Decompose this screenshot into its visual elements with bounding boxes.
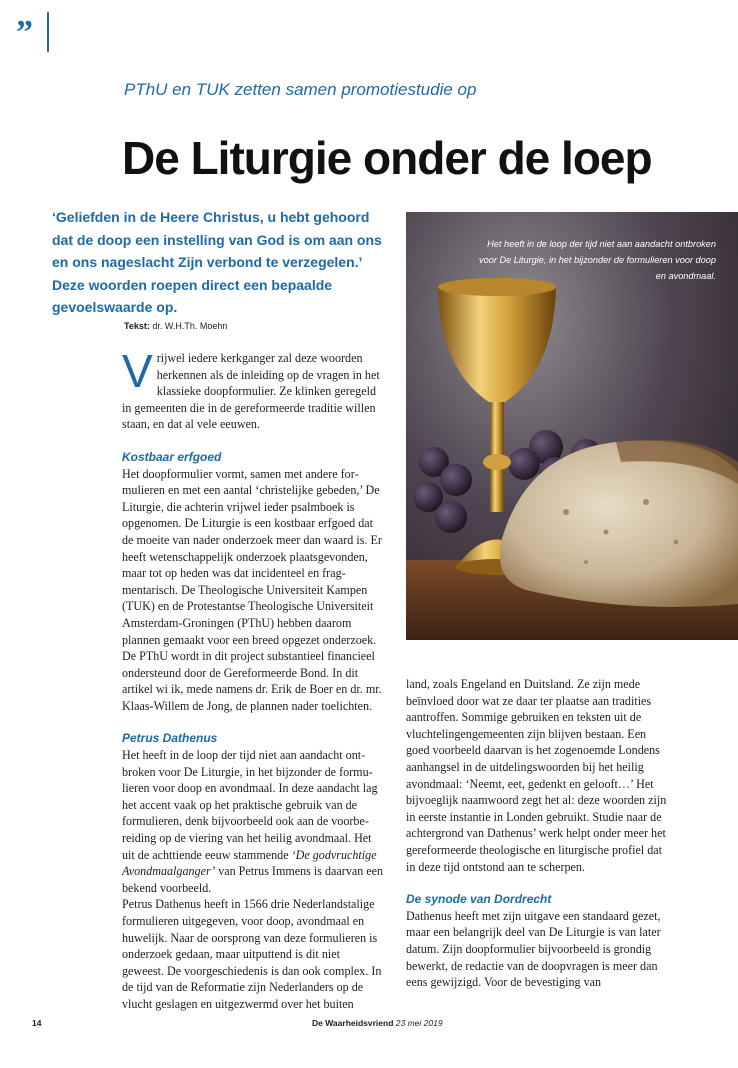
article-intro [52,206,382,319]
chalice-bread-photo [406,212,738,640]
paragraph-3-text-a: Het heeft in de loop der tijd niet aan aandacht ontbroken voor De Liturgie, in het bijzonder de formulieren voor doop en avondmaal. In deze aandacht lag het accent vaak op het praktische gebruik van de formulieren, denk bijvoorbeeld ook aan de voorbereiding op de viering van het heilig avondmaal. Het uit de achttiende eeuw stammende [122,748,378,862]
article-subtitle: PThU en TUK zetten samen promotiestudie op [124,80,477,99]
paragraph-5: land, zoals Engeland en Duitsland. Ze zijn mede beïnvloed door wat ze daar ter plaatse aan tradities aantroffen. Sommige gebruiken en teksten uit de vluchtelingengemeenten zijn blijven bestaan. Een goed voorbeeld daarvan is het zogenoemde Londens aanhangsel in de uitdelingswoorden bij het heilig avondmaal: ‘Neemt, eet, gedenkt en gelooft…’ Het bijvoeglijk naamwoord zegt het al: deze woorden zijn in eerste instantie in Londen gebruikt. Studie naar de achtergrond van Dathenus’ werk helpt onder meer het gereformeerde theologische en liturgische profiel dat in deze tijd ontstond aan te scherpen. [406,677,667,874]
byline-label: Tekst: [124,321,150,331]
paragraph-3-text-b: van Petrus Immens is daarvan een bekend voorbeeld. [122,864,384,895]
photo-caption: Het heeft in de loop der tijd niet aan aandacht ontbroken voor De Liturgie, in het bijzonder de formulieren voor doop en avondmaal. [479,239,716,281]
header-divider [47,12,49,52]
article-title: De Liturgie onder de loep [122,132,652,184]
section-heading-kostbaar-erfgoed: Kostbaar erfgoed [122,449,222,464]
paragraph-4: Petrus Dathenus heeft in 1566 drie Nederlandstalige formulieren uitgegeven, voor doop, avondmaal en huwelijk. Naar de oorsprong van deze formulieren is onderzoek gedaan, maar uitputtend is dit niet geweest. De voorgeschiedenis is dan ook complex. In de tijd van de Reformatie zijn Nederlanders op de vlucht geslagen en uitgezwermd over het buiten [122,897,382,1011]
section-heading-petrus-dathenus: Petrus Dathenus [122,731,218,746]
byline [124,321,227,331]
article-column-2 [406,676,668,991]
section-heading-synode-dordrecht: De synode van Dordrecht [406,892,552,907]
quote-mark-icon: ” [16,14,33,51]
page-number: 14 [32,1018,42,1028]
paragraph-1 [122,345,384,433]
paragraph-6: Dathenus heeft met zijn uitgave een standaard gezet, maar een belangrijk deel van De Liturgie is van later datum. Zijn doopformulier bijvoorbeeld is grondig bewerkt, de redactie van de doopvragen is meer dan eens gewijzigd. Voor de bevestiging van [406,908,661,990]
byline-author: dr. W.H.Th. Moehn [152,321,228,331]
magazine-name: De Waarheidsvriend [312,1018,394,1028]
paragraph-1-text: rijwel iedere kerkganger zal deze woorden herkennen als de inleiding op de vragen in het klassieke doopformulier. Ze klinken geregeld in gemeenten die in de gereformeerde traditie willen staan, en dat al vele eeuwen. [122,351,380,432]
intro-text: ‘Geliefden in de Heere Christus, u hebt gehoord dat de doop een instelling van God is om aan ons en ons nageslacht Zijn verbond te verzegelen.’ Deze woorden roepen direct een bepaalde gevoelswaarde op. [52,209,382,315]
paragraph-2: Het doopformulier vormt, samen met andere formulieren en met een aantal ‘christelijke gebeden,’ De Liturgie, die achterin vrijwel ieder psalmboek is opgenomen. De Liturgie is een kostbaar erfgoed dat de moeite van nader onderzoek meer dan waard is. Er heeft wetenschappelijk onderzoek plaatsgevonden, maar tot op heden was dat incidenteel en fragmentarisch. De Theologische Universiteit Kampen (TUK) en de Protestantse Theologische Universiteit Amsterdam-Groningen (PThU) hebben daarom plannen gemaakt voor een breed opgezet onderzoek. De PThU wordt in dit project substantieel financieel ondersteund door de Gereformeerde Bond. In dit artikel wi ik, mede namens dr. Erik de Boer en dr. mr. Klaas-Willem de Jong, de plannen nader toelichten. [122,466,382,713]
book-title: ‘De godvruchtige Avondmaalganger’ [122,847,377,879]
footer-magazine [312,1018,443,1028]
drop-cap: V [122,345,153,397]
issue-date: 23 mei 2019 [395,1018,443,1028]
paragraph-3 [122,747,384,896]
article-column-1 [122,345,384,1013]
